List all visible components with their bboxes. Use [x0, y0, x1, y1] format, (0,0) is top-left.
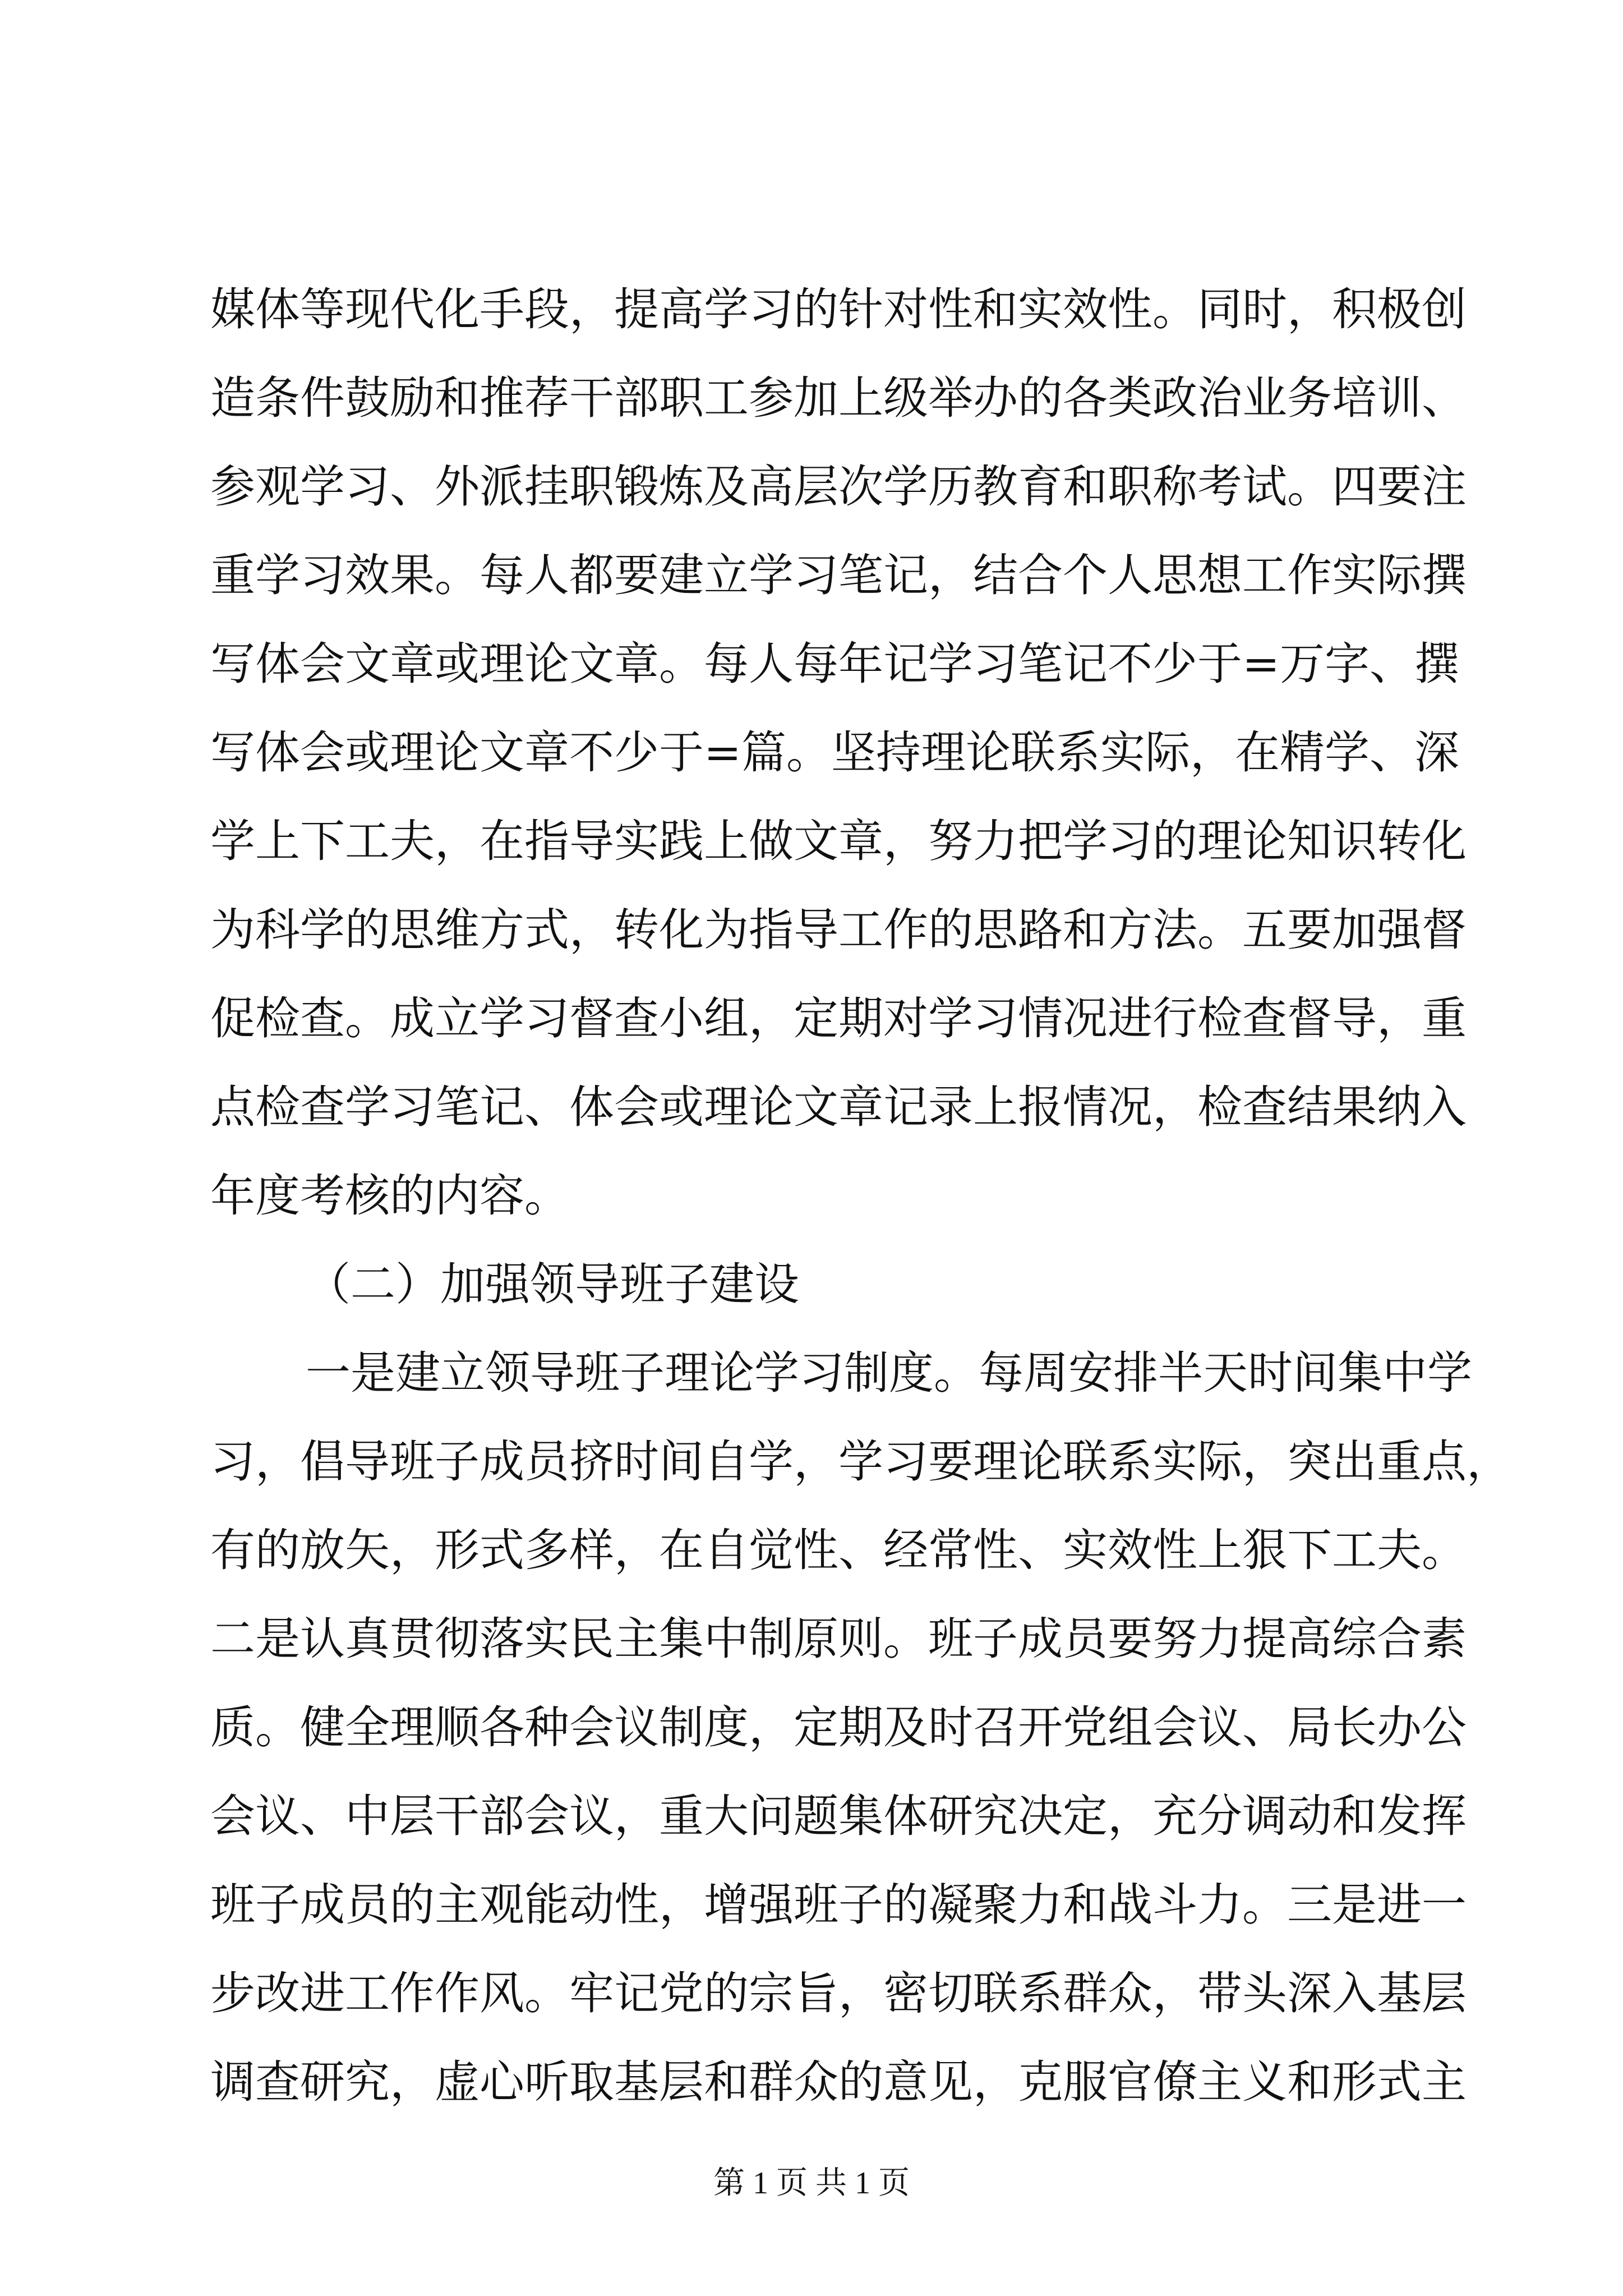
body-text-line-1: 媒体等现代化手段，提高学习的针对性和实效性。同时，积极创	[210, 283, 1467, 335]
body-text-line-2: 造条件鼓励和推荐干部职工参加上级举办的各类政治业务培训、	[210, 372, 1467, 424]
body-text-line-19: 班子成员的主观能动性，增强班子的凝聚力和战斗力。三是进一	[210, 1879, 1467, 1931]
body-text-line-4: 重学习效果。每人都要建立学习笔记，结合个人思想工作实际撰	[210, 549, 1467, 601]
body-text-line-7: 学上下工夫，在指导实践上做文章，努力把学习的理论知识转化	[210, 815, 1467, 867]
body-text-line-14: 习，倡导班子成员挤时间自学，学习要理论联系实际，突出重点，	[210, 1435, 1511, 1488]
body-text-line-6: 写体会或理论文章不少于=篇。坚持理论联系实际，在精学、深	[210, 726, 1460, 779]
body-text-line-20: 步改进工作作风。牢记党的宗旨，密切联系群众，带头深入基层	[210, 1967, 1467, 2019]
body-text-line-18: 会议、中层干部会议，重大问题集体研究决定，充分调动和发挥	[210, 1790, 1467, 1842]
body-text-line-3: 参观学习、外派挂职锻炼及高层次学历教育和职称考试。四要注	[210, 461, 1467, 513]
section-heading: （二）加强领导班子建设	[306, 1258, 799, 1310]
body-text-line-10: 点检查学习笔记、体会或理论文章记录上报情况，检查结果纳入	[210, 1081, 1467, 1133]
body-text-line-9: 促检查。成立学习督查小组，定期对学习情况进行检查督导，重	[210, 992, 1467, 1045]
body-text-line-15: 有的放矢，形式多样，在自觉性、经常性、实效性上狠下工夫。	[210, 1524, 1467, 1576]
body-text-line-17: 质。健全理顺各种会议制度，定期及时召开党组会议、局长办公	[210, 1701, 1467, 1754]
body-text-line-8: 为科学的思维方式，转化为指导工作的思路和方法。五要加强督	[210, 904, 1467, 956]
body-text-line-16: 二是认真贯彻落实民主集中制原则。班子成员要努力提高综合素	[210, 1613, 1467, 1665]
body-text-line-5: 写体会文章或理论文章。每人每年记学习笔记不少于=万字、撰	[210, 638, 1460, 690]
body-text-line-13: 一是建立领导班子理论学习制度。每周安排半天时间集中学	[306, 1347, 1472, 1399]
body-text-line-11: 年度考核的内容。	[210, 1170, 569, 1222]
page-footer: 第 1 页 共 1 页	[713, 2166, 910, 2201]
body-text-line-21: 调查研究，虚心听取基层和群众的意见，克服官僚主义和形式主	[210, 2056, 1467, 2108]
